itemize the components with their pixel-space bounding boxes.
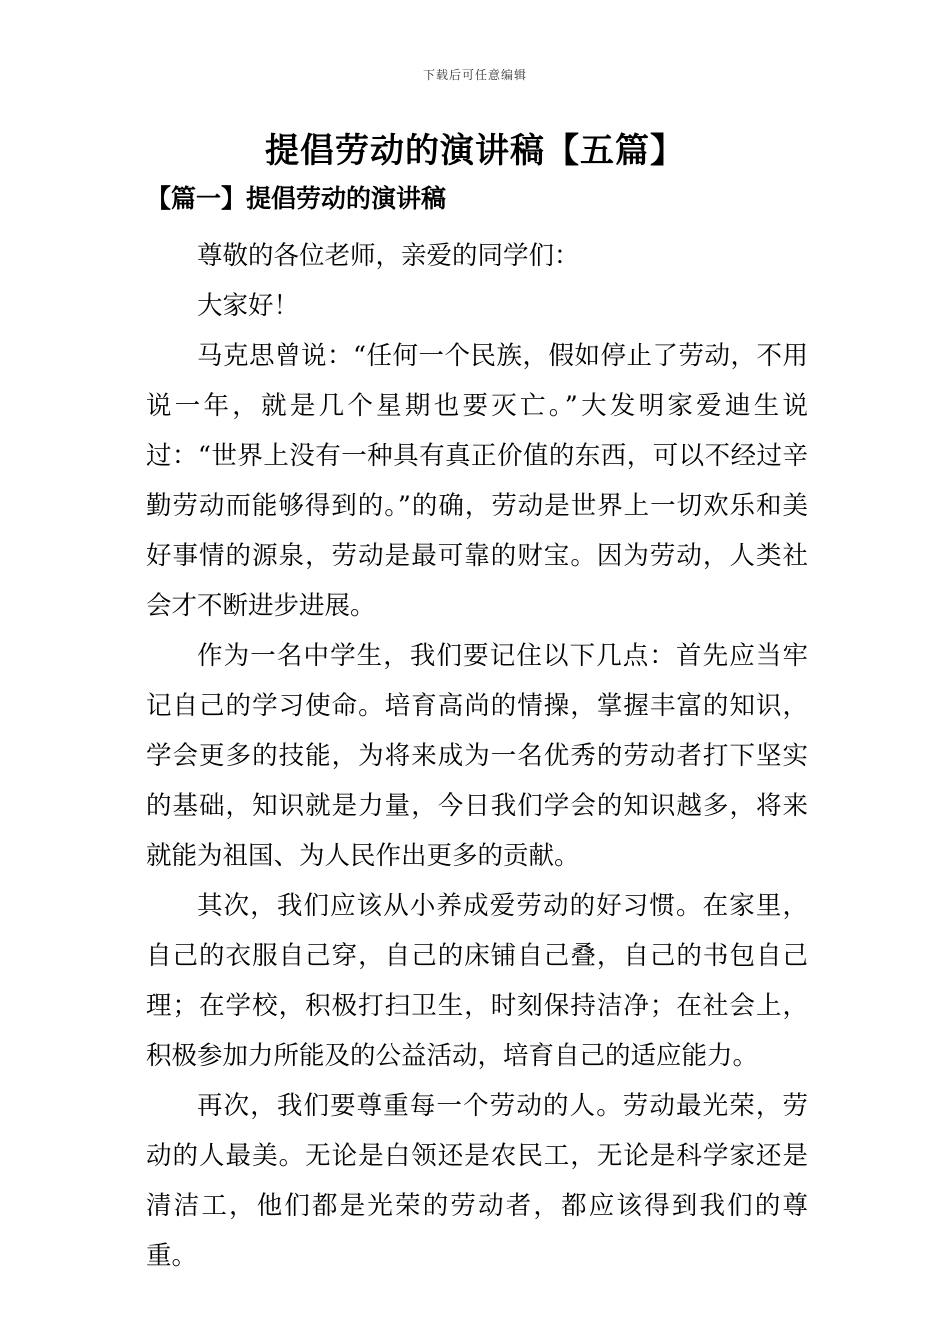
paragraph-salutation: 尊敬的各位老师，亲爱的同学们： — [197, 241, 580, 271]
paragraph: 作为一名中学生，我们要记住以下几点：首先应当牢记自己的学习使命。培育高尚的情操，掌握丰富的知识，学会更多的技能，为将来成为一名优秀的劳动者打下坚实的基础，知识就是力量，今日我们学会的知识越多，将来就能为祖国、为人民作出更多的贡献。 — [146, 641, 808, 871]
paragraph-greeting: 大家好！ — [197, 291, 300, 321]
document-body — [146, 231, 808, 1281]
paragraph: 马克思曾说：“任何一个民族，假如停止了劳动，不用说一年，就是几个星期也要灭亡。”大发明家爱迪生说过：“世界上没有一种具有真正价值的东西，可以不经过辛勤劳动而能够得到的。”的确，劳动是世界上一切欢乐和美好事情的源泉，劳动是最可靠的财宝。因为劳动，人类社会才不断进步进展。 — [146, 341, 808, 621]
section-heading: 【篇一】提倡劳动的演讲稿 — [146, 184, 447, 213]
paragraph: 再次，我们要尊重每一个劳动的人。劳动最光荣，劳动的人最美。无论是白领还是农民工，无论是科学家还是清洁工，他们都是光荣的劳动者，都应该得到我们的尊重。 — [146, 1091, 808, 1271]
paragraph: 其次，我们应该从小养成爱劳动的好习惯。在家里，自己的衣服自己穿，自己的床铺自己叠，自己的书包自己理；在学校，积极打扫卫生，时刻保持洁净；在社会上，积极参加力所能及的公益活动，培育自己的适应能力。 — [146, 891, 808, 1071]
page-header-note: 下载后可任意编辑 — [422, 68, 527, 82]
document-title: 提倡劳动的演讲稿【五篇】 — [265, 131, 685, 171]
